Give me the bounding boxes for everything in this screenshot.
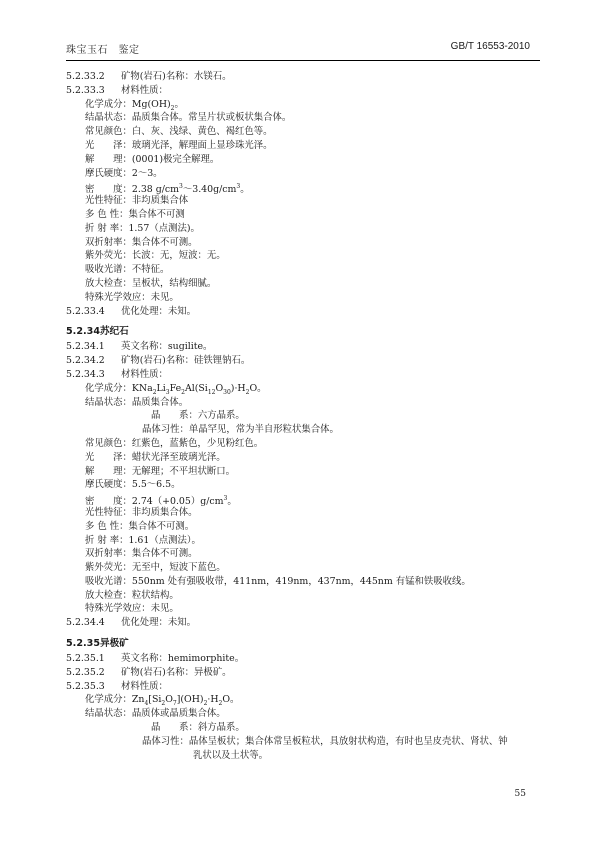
formula-part: ·H [207,694,219,706]
property-line: 摩氏硬度：5.5～6.5。 [85,479,181,491]
formula-part: O。 [222,694,240,706]
property-subline: 晶体习性：单晶罕见，常为半自形粒状集合体。 [142,424,339,436]
property-label: 化学成分： [85,382,132,394]
section-number: 5.2.34 [66,326,100,338]
section-title: 苏纪石 [100,326,129,338]
formula-part: Mg(OH) [131,98,171,110]
property-line: 折 射 率：1.61（点测法）。 [85,534,201,546]
clause-row [0,340,600,354]
formula-part: Al(Si [184,382,208,394]
property-line: 折 射 率：1.57（点测法)。 [85,222,200,234]
section-heading [0,636,600,652]
property-line: 摩氏硬度：2～3。 [85,167,163,179]
clause-text: 英文名称：sugilite。 [121,341,213,353]
property-subline: 晶体习性：晶体呈板状；集合体常呈板粒状，具放射状构造，有时也呈皮壳状、肾状、钟 [142,735,508,747]
property-row [0,125,600,139]
property-row [0,602,600,616]
property-row [0,277,600,291]
formula-subscript: 2 [170,104,175,112]
clause-number: 5.2.33.2 [66,71,105,82]
clause-text: 优化处理：未知。 [121,617,197,629]
property-subline: 晶 系：斜方晶系。 [151,722,245,734]
clause-text: 材料性质： [121,368,168,380]
formula-part: Li [156,382,166,394]
property-row [0,561,600,575]
property-row [0,111,600,125]
property-line: 多 色 性：集合体不可测 [85,208,185,220]
clause-text: 矿物(岩石)名称：水镁石。 [121,71,232,82]
section-number: 5.2.35 [66,638,100,650]
property-row [0,180,600,194]
property-line: 双折射率：集合体不可测。 [85,548,198,560]
clause-number: 5.2.34.1 [66,341,105,353]
clause-number: 5.2.34.3 [66,368,105,380]
clause-number: 5.2.35.2 [66,666,105,678]
property-row [0,409,600,423]
property-row [0,721,600,735]
clause-number: 5.2.33.3 [66,84,105,96]
property-value: 。 [227,496,237,508]
formula-subscript: 2 [203,700,208,708]
property-row [0,153,600,167]
property-line: 光性特征：非均质集合体 [85,195,189,207]
formula-subscript: 12 [207,388,216,396]
unit-superscript: 3 [223,495,228,503]
property-line: 紫外荧光：长波：无，短波：无。 [85,250,226,262]
section-heading [0,324,600,340]
property-line: 紫外荧光：无至中，短波下蓝色。 [85,562,226,574]
clause-row [0,680,600,694]
property-row [0,589,600,603]
property-label: 化学成分： [85,98,132,110]
clause-text: 材料性质： [121,680,168,692]
header-standard-number: GB/T 16553-2010 [450,41,530,52]
property-label: 密 度：2.74（+0.05）g/cm [85,496,224,508]
property-row [0,167,600,181]
property-row [0,492,600,506]
property-row [0,236,600,250]
clause-row [0,305,600,319]
property-line: 常见颜色：红紫色，蓝紫色，少见粉红色。 [85,437,264,449]
formula-subscript: 2 [181,388,185,396]
clause-text: 优化处理：未知。 [121,305,197,317]
formula-subscript: 2 [152,388,157,396]
formula-part: O [215,382,224,394]
clause-text: 材料性质： [121,84,168,96]
formula-subscript: 2 [218,700,223,708]
property-line: 常见颜色：白、灰、浅绿、黄色、褐红色等。 [85,126,273,138]
formula-part: O。 [249,382,267,394]
clause-row [0,616,600,630]
property-line: 光性特征：非均质集合体。 [85,506,198,518]
clause-number: 5.2.35.3 [66,680,105,692]
property-value: ～3.40g/cm [182,184,237,196]
property-row [0,465,600,479]
property-line: 结晶状态：晶质集合体。常呈片状或板状集合体。 [85,112,292,124]
formula-subscript: 4 [144,700,149,708]
property-line: 双折射率：集合体不可测。 [85,236,198,248]
property-line: 特殊光学效应：未见。 [85,603,179,615]
property-row [0,534,600,548]
property-row [0,382,600,396]
formula-part: Zn [131,694,145,706]
formula-subscript: 2 [161,700,166,708]
property-row [0,575,600,589]
property-row [0,98,600,112]
property-row [0,506,600,520]
property-row [0,707,600,721]
property-row [0,749,600,763]
formula-part: )·H [230,382,246,394]
property-row [0,263,600,277]
page-number: 55 [514,789,526,799]
property-row [0,208,600,222]
property-line: 光 泽：蜡状光泽至玻璃光泽。 [85,451,226,463]
property-line: 解 理：无解理；不平坦状断口。 [85,465,236,477]
property-subline-continued: 乳状以及土状等。 [193,749,269,761]
property-line: 特殊光学效应：未见。 [85,291,179,303]
property-line: 结晶状态：晶质体或晶质集合体。 [85,708,226,720]
formula-subscript: 3 [165,388,170,396]
property-row [0,735,600,749]
property-row [0,194,600,208]
formula-part: ](OH) [176,694,204,706]
page-content [0,70,600,762]
formula-subscript: 7 [172,700,177,708]
clause-row [0,652,600,666]
property-row [0,139,600,153]
property-line: 解 理：(0001)极完全解理。 [85,153,220,165]
clause-row [0,368,600,382]
clause-row [0,354,600,368]
clause-number: 5.2.33.4 [66,305,105,317]
property-row [0,222,600,236]
property-row [0,520,600,534]
formula-part: O [165,694,173,706]
clause-text: 矿物(岩石)名称：硅铁锂钠石。 [121,355,251,367]
formula-subscript: 30 [223,388,231,396]
clause-row [0,70,600,84]
property-line: 吸收光谱：不特征。 [85,264,170,276]
clause-row [0,666,600,680]
clause-row [0,84,600,98]
formula-part: 。 [174,98,184,110]
property-row [0,478,600,492]
property-row [0,451,600,465]
formula-subscript: 2 [245,388,250,396]
header-title: 珠宝玉石 鉴定 [66,45,140,56]
clause-number: 5.2.35.1 [66,653,105,665]
property-label: 密 度：2.38 g/cm [85,184,180,196]
property-line: 结晶状态：晶质集合体。 [85,396,189,408]
property-line: 光 泽：玻璃光泽，解理面上显珍珠光泽。 [85,139,273,151]
clause-text: 英文名称：hemimorphite。 [121,653,245,665]
property-row [0,547,600,561]
property-line: 放大检查：呈板状，结构细腻。 [85,277,217,289]
property-label: 化学成分： [85,694,132,706]
clause-number: 5.2.34.2 [66,355,105,367]
property-row [0,249,600,263]
clause-number: 5.2.34.4 [66,617,105,629]
section-title: 异极矿 [100,638,129,650]
property-value: 。 [240,184,250,196]
property-row [0,693,600,707]
formula-part: [Si [148,694,162,706]
property-subline: 晶 系：六方晶系。 [151,410,245,422]
header-rule [66,60,540,61]
property-line: 放大检查：粒状结构。 [85,589,179,601]
unit-superscript: 3 [236,183,241,191]
property-row [0,396,600,410]
unit-superscript: 3 [179,183,183,191]
clause-text: 矿物(岩石)名称：异极矿。 [121,666,232,678]
property-row [0,423,600,437]
property-row [0,291,600,305]
property-line: 多 色 性：集合体不可测。 [85,520,195,532]
property-line: 吸收光谱：550nm 处有强吸收带，411nm，419nm，437nm，445nm 有锰和铁吸收线。 [85,575,471,587]
formula-part: Fe [169,382,182,394]
formula-part: KNa [131,382,153,394]
property-row [0,437,600,451]
